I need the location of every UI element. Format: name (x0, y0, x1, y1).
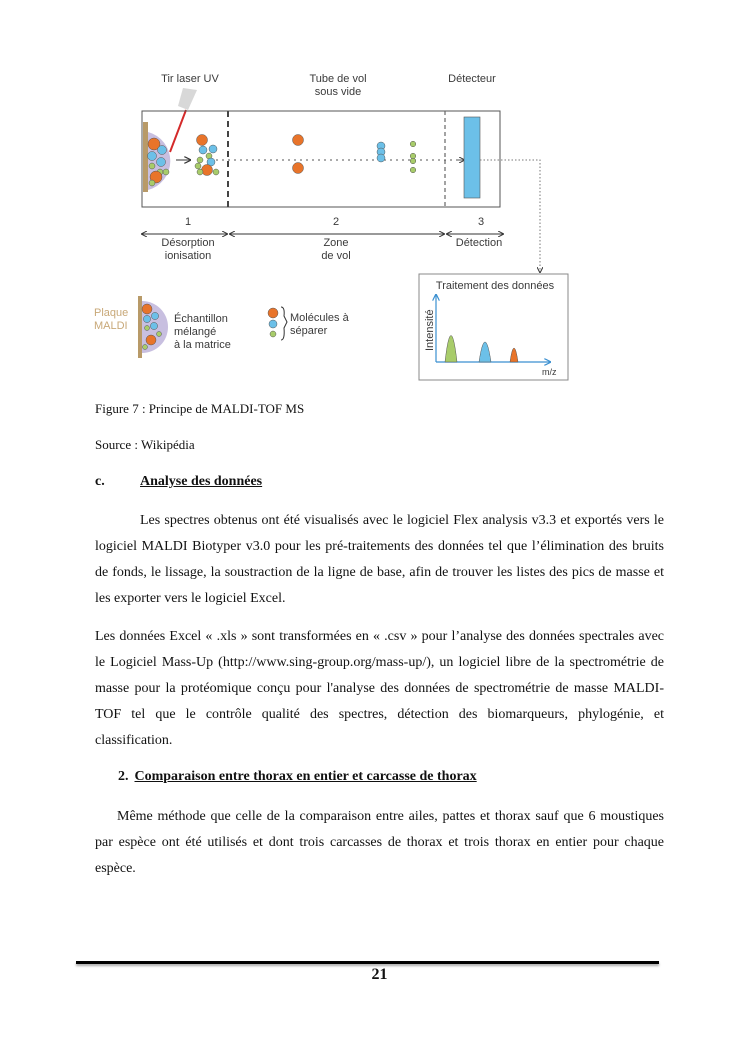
sample-legend-line1: Échantillon (174, 313, 228, 325)
section-number: 2. (118, 769, 129, 784)
processing-title: Traitement des données (435, 280, 555, 292)
x-axis-label: m/z (542, 367, 557, 377)
molecules-legend-line2: séparer (290, 325, 328, 337)
section-number: c. (95, 474, 105, 489)
section-heading-2 (118, 769, 477, 785)
section-title: Analyse des données (140, 474, 263, 489)
plate-legend-line1: Plaque (94, 307, 129, 319)
tube-label-line1: Tube de vol (309, 73, 367, 85)
laser-emitter-icon (178, 88, 197, 110)
zone1-number: 1 (184, 216, 192, 228)
maldi-tof-diagram (90, 64, 575, 386)
zone3-number: 3 (477, 216, 485, 228)
zone2-label-line1: Zone (323, 237, 349, 249)
paragraph-3: Même méthode que celle de la comparaison entre ailes, pattes et thorax sauf que 6 moustiques par espèce ont été utilisés et dont trois carcasses de thorax et trois thorax en entier pour chaque espèce. (95, 809, 664, 876)
zone2-number: 2 (332, 216, 340, 228)
zone1-label-line1: Désorption (161, 237, 215, 249)
y-axis-label: Intensité (424, 309, 436, 351)
page-number: 21 (371, 966, 388, 983)
figure-caption: Figure 7 : Principe de MALDI-TOF MS (95, 401, 305, 416)
maldi-tof-figure (90, 64, 575, 386)
detector-plate (464, 117, 480, 198)
detector-label: Détecteur (448, 73, 496, 85)
zone2-label-line2: de vol (321, 250, 351, 262)
maldi-plate (143, 122, 148, 192)
sample-legend-line2: mélangé (174, 326, 217, 338)
laser-label: Tir laser UV (161, 73, 219, 85)
laser-beam (170, 110, 186, 152)
section-heading-c (95, 474, 262, 490)
zone1-label-line2: ionisation (164, 250, 212, 262)
section-title: Comparaison entre thorax en entier et carcasse de thorax (134, 769, 477, 784)
paragraph-1: Les spectres obtenus ont été visualisés avec le logiciel Flex analysis v3.3 et exportés vers le logiciel MALDI Biotyper v3.0 pour les pré-traitements des données tel que l’élimination des bruits de fonds, le lissage, la soustraction de la ligne de base, afin de trouver les listes des pics de masse et les exporter vers le logiciel Excel. (95, 513, 664, 606)
figure-source: Source : Wikipédia (95, 437, 195, 452)
plate-legend-line2: MALDI (94, 320, 128, 332)
paragraph-2: Les données Excel « .xls » sont transformées en « .csv » pour l’analyse des données spectrales avec le Logiciel Mass-Up (http://www.sing-group.org/mass-up/), un logiciel libre de la spectrométrie de masse pour la protéomique conçu pour l'analyse des données de spectrométrie de masse MALDI-TOF tel que le contrôle qualité des spectres, détection des biomarqueurs, phylogénie, et classification. (95, 629, 664, 748)
flight-tube (142, 111, 500, 207)
zone3-label: Détection (455, 237, 503, 249)
tube-label-line2: sous vide (314, 86, 362, 98)
sample-legend-line3: à la matrice (174, 339, 231, 351)
molecules-legend-line1: Molécules à (290, 312, 349, 324)
footer-rule (76, 961, 659, 964)
